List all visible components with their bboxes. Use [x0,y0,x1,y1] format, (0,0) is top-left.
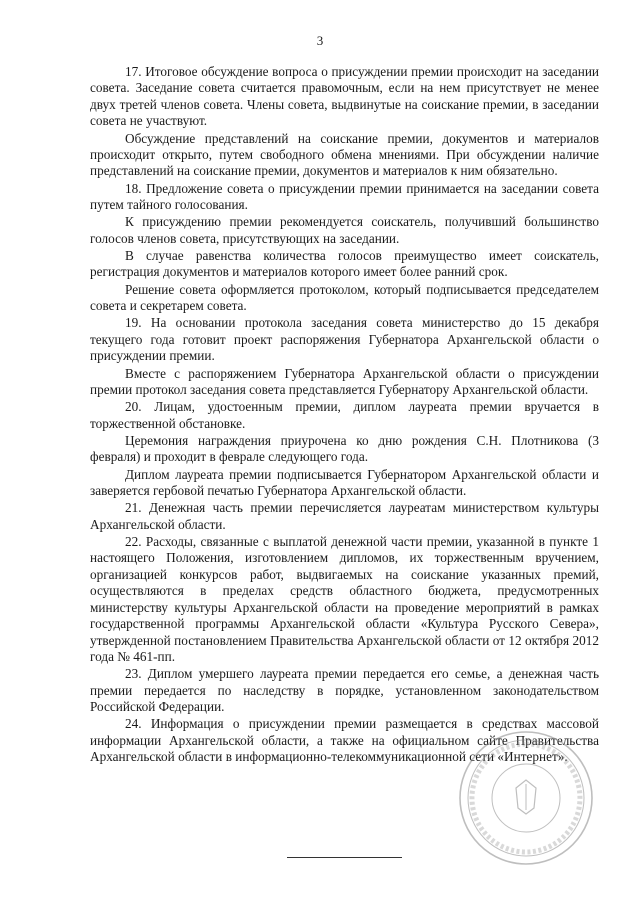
paragraph-17: 17. Итоговое обсуждение вопроса о присуждении премии происходит на заседании совета. Заседание совета считается правомочным, если на нем присутствует не менее двух третей членов совета. Члены совета, выдвинутые на соискание премии, в заседании совета не участвуют. [90,64,599,129]
paragraph-18: 18. Предложение совета о присуждении премии принимается на заседании совета путем тайного голосования. [90,180,599,213]
paragraph-submission: Вместе с распоряжением Губернатора Архангельской области о присуждении премии протокол заседания совета представляется Губернатору Архангельской области. [90,365,599,397]
paragraph-diploma: Диплом лауреата премии подписывается Губернатором Архангельской области и заверяется гербовой печатью Губернатора Архангельской области. [90,466,599,499]
paragraph-ceremony: Церемония награждения приурочена ко дню рождения С.Н. Плотникова (3 февраля) и проходит в феврале следующего года. [90,432,599,465]
paragraph-22: 22. Расходы, связанные с выплатой денежной части премии, указанной в пункте 1 настоящего Положения, изготовлением дипломов, их торжественным вручением, организацией конкурсов работ, выдвигаемых на соискание указанных премий, осуществляются в пределах средств областного бюджета, предусмотренных министерству культуры Архангельской области на проведение мероприятий в рамках государственной программы Архангельской области «Культура Русского Севера», утвержденной постановлением Правительства Архангельской области от 12 октября 2012 года № 461-пп. [90,534,599,664]
paragraph-recommendation: К присуждению премии рекомендуется соискатель, получивший большинство голосов членов совета, присутствующих на заседании. [90,214,599,246]
document-body [90,64,599,766]
paragraph-discussion: Обсуждение представлений на соискание премии, документов и материалов происходит открыто, путем свободного обмена мнениями. При обсуждении наличие представлений на соискание премии, документов и материалов к ним обязательно. [90,130,599,179]
paragraph-20: 20. Лицам, удостоенным премии, диплом лауреата премии вручается в торжественной обстановке. [90,399,599,431]
page-number: 3 [316,33,324,48]
paragraph-21: 21. Денежная часть премии перечисляется лауреатам министерством культуры Архангельской области. [90,500,599,532]
seal-icon [456,728,596,868]
footer-rule [287,857,402,858]
paragraph-19: 19. На основании протокола заседания совета министерство до 15 декабря текущего года готовит проект распоряжения Губернатора Архангельской области о присуждении премии. [90,315,599,364]
paragraph-protocol: Решение совета оформляется протоколом, который подписывается председателем совета и секретарем совета. [90,281,599,314]
paragraph-23: 23. Диплом умершего лауреата премии передается его семье, а денежная часть премии передается по наследству в порядке, установленном законодательством Российской Федерации. [90,666,599,715]
paragraph-tie-rule: В случае равенства количества голосов преимущество имеет соискатель, регистрация документов и материалов которого имеет более ранний срок. [90,248,599,280]
paragraph-24: 24. Информация о присуждении премии размещается в средствах массовой информации Архангельской области, а также на официальном сайте Правительства Архангельской области в информационно-телекоммуникационной сети «Интернет». [90,716,599,765]
official-seal-stamp [456,728,596,868]
